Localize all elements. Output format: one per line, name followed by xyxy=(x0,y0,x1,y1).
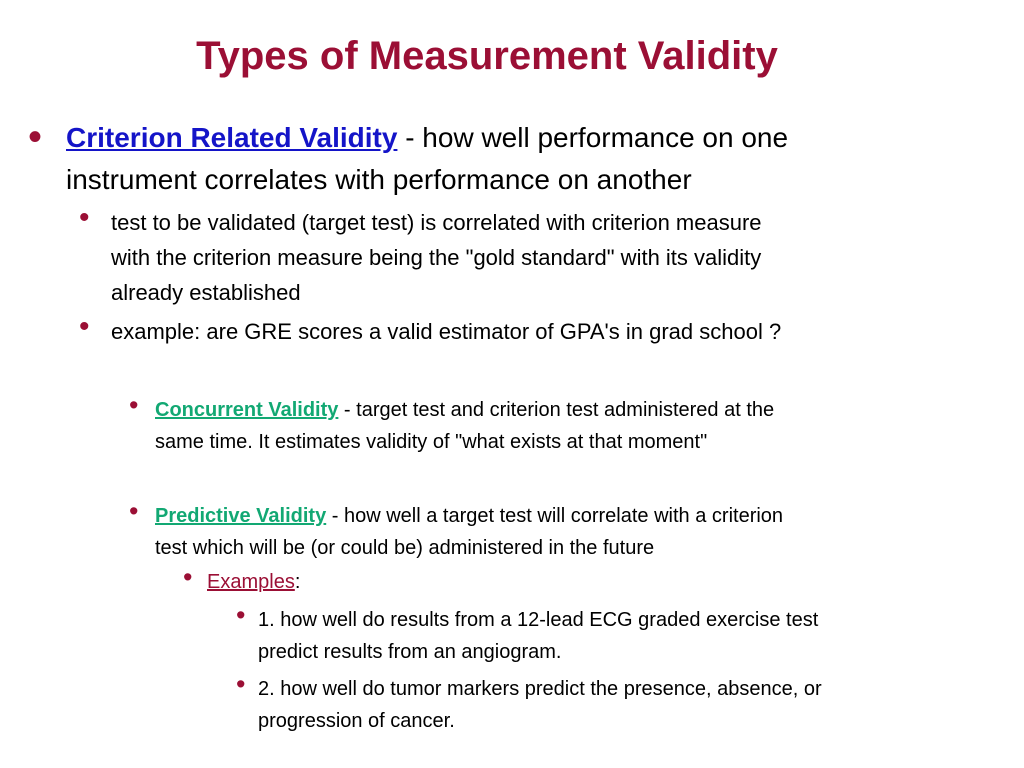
predictive-line-2: test which will be (or could be) administered in the future xyxy=(155,537,655,559)
list-item xyxy=(236,600,819,668)
predictive-desc: - how well a target test will correlate with a criterion xyxy=(326,505,784,527)
list-item xyxy=(79,310,782,349)
sub-item-1-line-2: with the criterion measure being the "gold standard" with its validity xyxy=(111,245,762,270)
example-2-line-2: progression of cancer. xyxy=(258,710,455,732)
sub-item-1-line-3: already established xyxy=(111,280,301,305)
bullet-icon: • xyxy=(183,562,193,592)
concurrent-line-2: same time. It estimates validity of "what exists at that moment" xyxy=(155,431,708,453)
bullet-icon: • xyxy=(79,310,90,343)
example-1-line-1: 1. how well do results from a 12-lead ECG graded exercise test xyxy=(258,609,819,631)
examples-suffix: : xyxy=(294,571,301,593)
criterion-link[interactable]: Criterion Related Validity xyxy=(66,122,398,153)
examples-link[interactable]: Examples xyxy=(207,571,295,593)
examples-item xyxy=(183,562,301,598)
concurrent-line-1 xyxy=(155,394,774,426)
predictive-line-1 xyxy=(155,500,783,532)
predictive-item xyxy=(129,496,784,564)
list-item xyxy=(236,669,822,737)
criterion-line-2: instrument correlates with performance on another xyxy=(66,164,692,195)
criterion-item xyxy=(28,115,789,201)
concurrent-link[interactable]: Concurrent Validity xyxy=(155,399,339,421)
predictive-link[interactable]: Predictive Validity xyxy=(155,505,327,527)
bullet-icon: • xyxy=(236,600,246,630)
bullet-icon: • xyxy=(129,390,139,420)
list-item xyxy=(79,201,762,310)
bullet-icon: • xyxy=(236,669,246,699)
criterion-desc: - how well performance on one xyxy=(397,122,789,153)
sub-item-2-line-1: example: are GRE scores a valid estimator of GPA's in grad school ? xyxy=(111,319,782,344)
example-2-line-1: 2. how well do tumor markers predict the presence, absence, or xyxy=(258,678,822,700)
example-1-line-2: predict results from an angiogram. xyxy=(258,641,562,663)
bullet-icon: • xyxy=(28,115,43,159)
page-title: Types of Measurement Validity xyxy=(196,34,778,78)
slide-title xyxy=(0,34,1024,79)
concurrent-item xyxy=(129,390,775,458)
bullet-icon: • xyxy=(129,496,139,526)
sub-item-1-line-1: test to be validated (target test) is correlated with criterion measure xyxy=(111,210,762,235)
bullet-icon: • xyxy=(79,201,90,234)
criterion-line-1 xyxy=(66,117,788,159)
concurrent-desc: - target test and criterion test administered at the xyxy=(338,399,775,421)
examples-line xyxy=(207,566,300,598)
